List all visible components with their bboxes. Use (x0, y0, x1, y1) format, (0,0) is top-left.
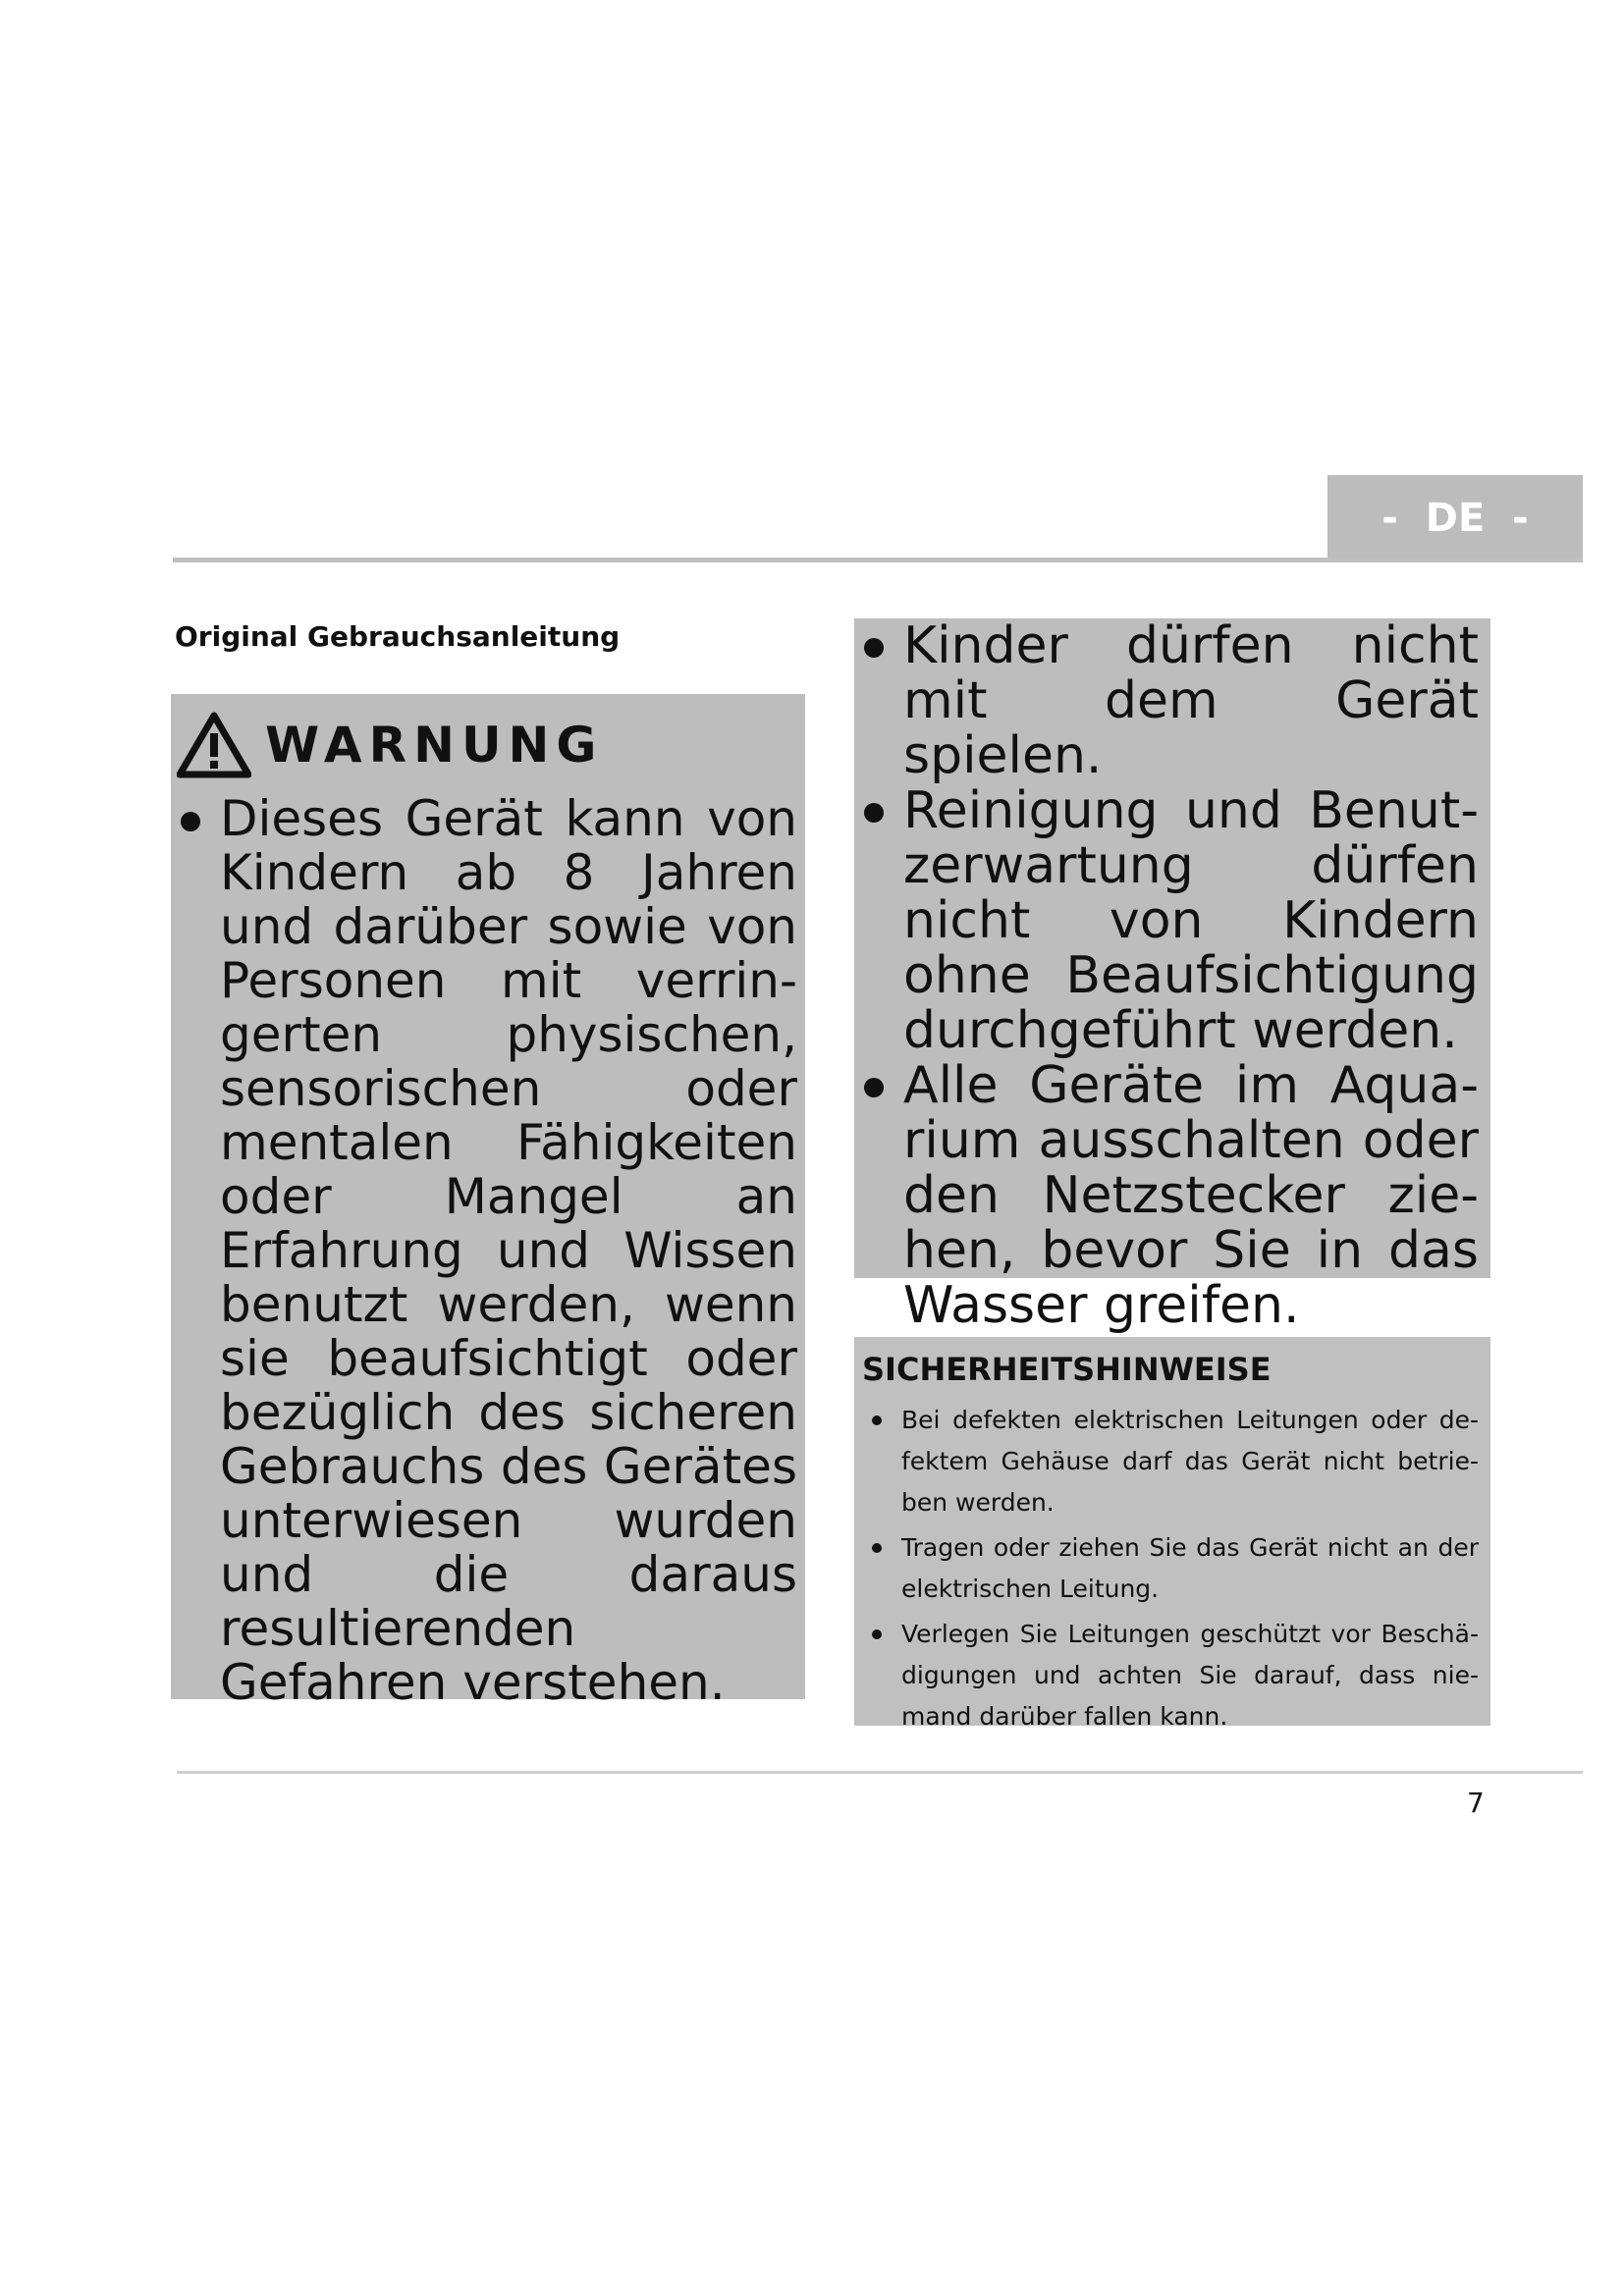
children-notice-list (860, 618, 1479, 1333)
warning-item: Dieses Gerät kann von Kindern ab 8 Jahren und darüber sowie von Personen mit verringerten physischen, sensorischen oder mentalen Fähigkeiten oder Mangel an Erfahrung und Wissen benutzt werden, wenn sie beaufsichtigt oder bezüglich des sicheren Gebrauchs des Gerätes unterwiesen wurden und die daraus resultierenden Gefahren verstehen. (177, 792, 797, 1710)
warning-box (171, 694, 805, 1711)
warning-header (177, 694, 797, 792)
safety-list (862, 1400, 1479, 1737)
safety-heading: SICHERHEITSHINWEISE (862, 1351, 1272, 1388)
language-tab: - DE - (1327, 475, 1583, 561)
safety-box (854, 1337, 1490, 1731)
children-notice-item: Alle Geräte im Aquarium ausschalten oder den Netzstecker ziehen, bevor Sie in das Wasser greifen. (860, 1058, 1479, 1333)
header-divider (173, 558, 1583, 562)
document-title: Original Gebrauchsanleitung (175, 620, 621, 653)
page-number: 7 (1467, 1787, 1485, 1819)
safety-item: Bei defekten elektrischen Leitungen oder defektem Gehäuse darf das Gerät nicht betrieben werden. (862, 1400, 1479, 1523)
children-notice-item: Reinigung und Benutzerwartung dürfen nicht von Kindern ohne Beaufsichtigung durchgeführt werden. (860, 783, 1479, 1058)
warning-triangle-icon (177, 712, 251, 778)
children-notice-item: Kinder dürfen nicht mit dem Gerät spielen. (860, 618, 1479, 783)
safety-item: Tragen oder ziehen Sie das Gerät nicht an der elektrischen Leitung. (862, 1527, 1479, 1610)
warning-list (177, 792, 797, 1710)
warning-heading: WARNUNG (265, 717, 604, 774)
children-notice-box (854, 616, 1490, 1335)
footer-divider (177, 1771, 1583, 1774)
safety-item: Verlegen Sie Leitungen geschützt vor Beschädigungen und achten Sie darauf, dass niemand darüber fallen kann. (862, 1614, 1479, 1737)
